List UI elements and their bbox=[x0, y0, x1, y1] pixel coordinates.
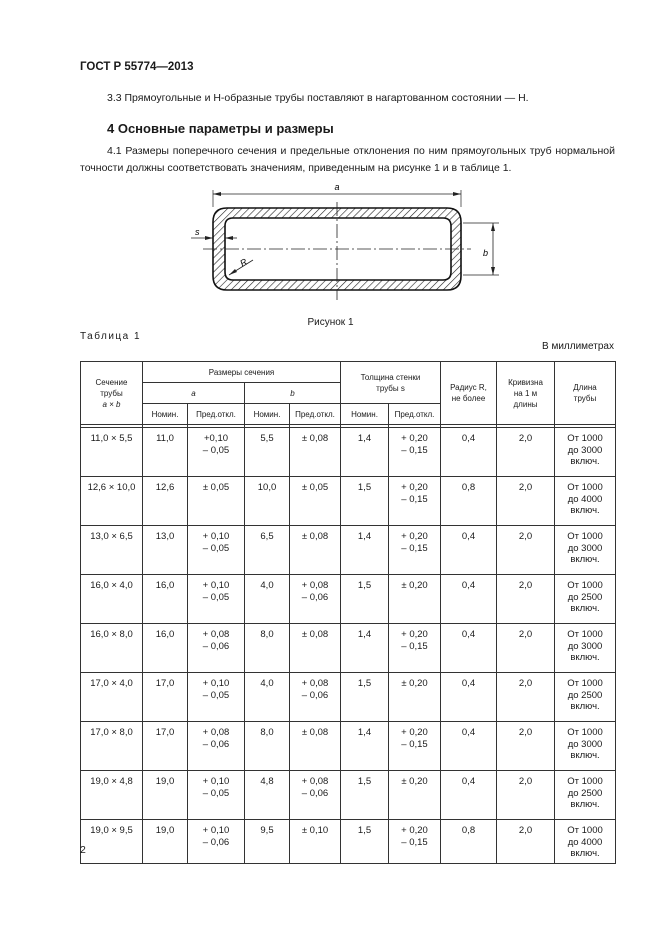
cell-radius: 0,4 bbox=[441, 624, 497, 673]
cell-length: От 1000 до 2500 включ. bbox=[555, 771, 616, 820]
cell-a-nom: 16,0 bbox=[143, 575, 188, 624]
cell-b-nom: 6,5 bbox=[245, 526, 290, 575]
cell-s-dev: ± 0,20 bbox=[389, 771, 441, 820]
cell-length: От 1000 до 4000 включ. bbox=[555, 477, 616, 526]
cell-a-dev: + 0,10 – 0,05 bbox=[188, 526, 245, 575]
cell-length: От 1000 до 4000 включ. bbox=[555, 820, 616, 864]
cell-radius: 0,4 bbox=[441, 428, 497, 477]
cell-length: От 1000 до 2500 включ. bbox=[555, 575, 616, 624]
cell-radius: 0,4 bbox=[441, 771, 497, 820]
cell-s-nom: 1,5 bbox=[341, 673, 389, 722]
dimension-b-label: b bbox=[483, 248, 489, 258]
cell-curvature: 2,0 bbox=[497, 477, 555, 526]
dimension-s-label: s bbox=[195, 227, 200, 237]
cell-curvature: 2,0 bbox=[497, 820, 555, 864]
cell-a-dev: + 0,10 – 0,05 bbox=[188, 673, 245, 722]
header-a-nom: Номин. bbox=[143, 404, 188, 425]
header-length: Длина трубы bbox=[555, 362, 616, 425]
table-units: В миллиметрах bbox=[542, 341, 614, 352]
cell-curvature: 2,0 bbox=[497, 428, 555, 477]
page-number: 2 bbox=[80, 844, 86, 856]
cell-curvature: 2,0 bbox=[497, 624, 555, 673]
cell-radius: 0,4 bbox=[441, 673, 497, 722]
section-heading: 4 Основные параметры и размеры bbox=[107, 121, 334, 136]
document-code: ГОСТ Р 55774—2013 bbox=[80, 61, 194, 73]
cell-b-dev: ± 0,08 bbox=[290, 526, 341, 575]
header-radius: Радиус R, не более bbox=[441, 362, 497, 425]
cell-s-nom: 1,4 bbox=[341, 526, 389, 575]
cell-b-dev: ± 0,10 bbox=[290, 820, 341, 864]
radius-label: R bbox=[238, 256, 249, 269]
cell-b-nom: 5,5 bbox=[245, 428, 290, 477]
figure-caption: Рисунок 1 bbox=[307, 317, 354, 328]
cell-b-dev: ± 0,08 bbox=[290, 722, 341, 771]
cell-section: 17,0 × 8,0 bbox=[81, 722, 143, 771]
cell-s-dev: + 0,20 – 0,15 bbox=[389, 722, 441, 771]
table-row bbox=[81, 722, 616, 771]
table-body bbox=[81, 428, 616, 864]
cell-s-nom: 1,4 bbox=[341, 722, 389, 771]
header-dimensions-group: Размеры сечения bbox=[143, 362, 341, 383]
cell-s-dev: ± 0,20 bbox=[389, 673, 441, 722]
table-row bbox=[81, 673, 616, 722]
cell-a-nom: 12,6 bbox=[143, 477, 188, 526]
cell-length: От 1000 до 3000 включ. bbox=[555, 624, 616, 673]
cell-b-nom: 9,5 bbox=[245, 820, 290, 864]
cell-b-nom: 10,0 bbox=[245, 477, 290, 526]
cell-section: 13,0 × 6,5 bbox=[81, 526, 143, 575]
cell-b-nom: 4,0 bbox=[245, 575, 290, 624]
cell-curvature: 2,0 bbox=[497, 673, 555, 722]
cell-length: От 1000 до 2500 включ. bbox=[555, 673, 616, 722]
cell-s-nom: 1,4 bbox=[341, 428, 389, 477]
cell-b-nom: 8,0 bbox=[245, 624, 290, 673]
header-a-dev: Пред.откл. bbox=[188, 404, 245, 425]
dimension-a-label: a bbox=[334, 182, 340, 192]
cell-s-nom: 1,4 bbox=[341, 624, 389, 673]
dimensions-table bbox=[80, 361, 616, 864]
cell-a-dev: + 0,10 – 0,05 bbox=[188, 575, 245, 624]
cell-s-dev: + 0,20 – 0,15 bbox=[389, 477, 441, 526]
cell-a-nom: 16,0 bbox=[143, 624, 188, 673]
cell-a-nom: 11,0 bbox=[143, 428, 188, 477]
cell-a-nom: 19,0 bbox=[143, 820, 188, 864]
cell-s-nom: 1,5 bbox=[341, 820, 389, 864]
cell-b-nom: 4,0 bbox=[245, 673, 290, 722]
table-label: Таблица 1 bbox=[80, 331, 142, 342]
cell-radius: 0,8 bbox=[441, 820, 497, 864]
cell-curvature: 2,0 bbox=[497, 722, 555, 771]
header-s-nom: Номин. bbox=[341, 404, 389, 425]
cell-a-nom: 13,0 bbox=[143, 526, 188, 575]
table-row bbox=[81, 771, 616, 820]
cell-b-nom: 4,8 bbox=[245, 771, 290, 820]
cell-b-dev: + 0,08 – 0,06 bbox=[290, 575, 341, 624]
header-s-dev: Пред.откл. bbox=[389, 404, 441, 425]
header-curvature: Кривизна на 1 м длины bbox=[497, 362, 555, 425]
cell-s-dev: ± 0,20 bbox=[389, 575, 441, 624]
header-wall-thickness: Толщина стенки трубы s bbox=[341, 362, 441, 404]
cell-s-nom: 1,5 bbox=[341, 477, 389, 526]
clause-4-1: 4.1 Размеры поперечного сечения и предельные отклонения по ним прямоугольных труб нормальной точности должны соответствовать значениям, приведенным на рисунке 1 и в таблице 1. bbox=[80, 145, 615, 174]
header-b-dev: Пред.откл. bbox=[290, 404, 341, 425]
cell-curvature: 2,0 bbox=[497, 526, 555, 575]
table-row bbox=[81, 575, 616, 624]
cell-section: 12,6 × 10,0 bbox=[81, 477, 143, 526]
cell-radius: 0,4 bbox=[441, 575, 497, 624]
cell-curvature: 2,0 bbox=[497, 575, 555, 624]
clause-3-3: 3.3 Прямоугольные и Н-образные трубы поставляют в нагартованном состоянии — Н. bbox=[107, 92, 529, 104]
cell-a-dev: + 0,08 – 0,06 bbox=[188, 624, 245, 673]
cell-radius: 0,4 bbox=[441, 526, 497, 575]
cell-b-dev: ± 0,08 bbox=[290, 624, 341, 673]
cell-b-dev: ± 0,05 bbox=[290, 477, 341, 526]
cell-section: 11,0 × 5,5 bbox=[81, 428, 143, 477]
table-row bbox=[81, 428, 616, 477]
cell-b-dev: ± 0,08 bbox=[290, 428, 341, 477]
cell-length: От 1000 до 3000 включ. bbox=[555, 428, 616, 477]
table-row bbox=[81, 526, 616, 575]
cell-length: От 1000 до 3000 включ. bbox=[555, 722, 616, 771]
header-b: b bbox=[245, 383, 341, 404]
header-a: a bbox=[143, 383, 245, 404]
cell-s-nom: 1,5 bbox=[341, 575, 389, 624]
header-b-nom: Номин. bbox=[245, 404, 290, 425]
table-row bbox=[81, 624, 616, 673]
cell-length: От 1000 до 3000 включ. bbox=[555, 526, 616, 575]
cell-s-nom: 1,5 bbox=[341, 771, 389, 820]
cell-radius: 0,4 bbox=[441, 722, 497, 771]
cell-a-dev: ± 0,05 bbox=[188, 477, 245, 526]
cell-curvature: 2,0 bbox=[497, 771, 555, 820]
cell-a-nom: 17,0 bbox=[143, 673, 188, 722]
cell-b-dev: + 0,08 – 0,06 bbox=[290, 673, 341, 722]
cell-section: 16,0 × 8,0 bbox=[81, 624, 143, 673]
cell-section: 19,0 × 4,8 bbox=[81, 771, 143, 820]
cell-b-nom: 8,0 bbox=[245, 722, 290, 771]
cell-s-dev: + 0,20 – 0,15 bbox=[389, 526, 441, 575]
cell-a-nom: 17,0 bbox=[143, 722, 188, 771]
cell-section: 16,0 × 4,0 bbox=[81, 575, 143, 624]
cell-radius: 0,8 bbox=[441, 477, 497, 526]
cell-s-dev: + 0,20 – 0,15 bbox=[389, 624, 441, 673]
cell-s-dev: + 0,20 – 0,15 bbox=[389, 820, 441, 864]
table-row bbox=[81, 820, 616, 864]
cell-a-dev: + 0,08 – 0,06 bbox=[188, 722, 245, 771]
cell-s-dev: + 0,20 – 0,15 bbox=[389, 428, 441, 477]
cell-a-dev: + 0,10 – 0,06 bbox=[188, 820, 245, 864]
cell-a-dev: + 0,10 – 0,05 bbox=[188, 771, 245, 820]
cell-a-nom: 19,0 bbox=[143, 771, 188, 820]
cell-a-dev: +0,10 – 0,05 bbox=[188, 428, 245, 477]
table-row bbox=[81, 477, 616, 526]
tube-cross-section-figure bbox=[185, 180, 505, 310]
cell-section: 19,0 × 9,5 bbox=[81, 820, 143, 864]
cell-section: 17,0 × 4,0 bbox=[81, 673, 143, 722]
cell-b-dev: + 0,08 – 0,06 bbox=[290, 771, 341, 820]
header-section: Сечение трубы a × b bbox=[81, 362, 143, 425]
